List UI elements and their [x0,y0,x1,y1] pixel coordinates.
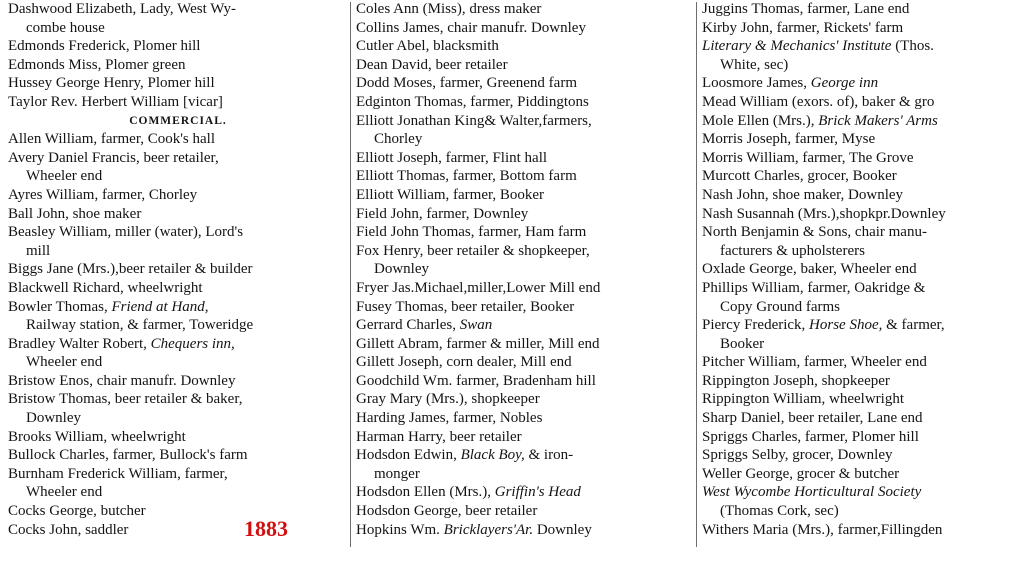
directory-entry-line [356,372,694,391]
entry-text: North Benjamin & Sons, chair manu- [702,224,927,241]
entry-text: Hodsdon Ellen (Mrs.), [356,484,495,501]
entry-text: Mole Ellen (Mrs.), [702,112,819,129]
directory-entry-line [702,335,1024,354]
directory-entry-line [702,502,1024,521]
entry-text: Rippington Joseph, shopkeeper [702,372,890,389]
entry-text: Field John Thomas, farmer, Ham farm [356,224,587,241]
entry-text: Sharp Daniel, beer retailer, Lane end [702,410,923,427]
entry-text: Bristow Thomas, beer retailer & baker, [8,391,243,408]
entry-text: Copy Ground farms [720,298,840,315]
directory-entry-line [8,390,348,409]
entry-text: Ayres William, farmer, Chorley [8,186,198,203]
directory-entry-line [356,465,694,484]
entry-text: Coles Ann (Miss), dress maker [356,1,542,17]
entry-text: Harding James, farmer, Nobles [356,410,543,427]
entry-text: COMMERCIAL. [129,114,227,127]
entry-italic-text: Swan [459,317,493,334]
directory-entry-line [356,260,694,279]
directory-entry-line [702,223,1024,242]
directory-entry-line [356,19,694,38]
directory-entry-line [702,56,1024,75]
entry-text: Edmonds Frederick, Plomer hill [8,38,201,55]
directory-entry-line [8,409,348,428]
entry-italic-text: George inn [810,75,879,92]
directory-entry-line [8,316,348,335]
entry-text: Cocks George, butcher [8,503,146,520]
entry-text: Elliott Thomas, farmer, Bottom farm [356,168,577,185]
entry-text: Juggins Thomas, farmer, Lane end [702,1,910,17]
directory-entry-line [356,0,694,19]
entry-trailing-text: & iron- [524,447,574,464]
entry-text: facturers & upholsterers [720,242,865,259]
entry-text: combe house [26,19,105,36]
entry-text: Hopkins Wm. [356,521,444,538]
directory-entry-line [356,483,694,502]
directory-entry-line [356,223,694,242]
directory-entry-line [8,74,348,93]
directory-entry-line [8,242,348,261]
entry-italic-text: West Wycombe Horticultural Society [702,484,922,501]
entry-text: Collins James, chair manufr. Downley [356,19,586,36]
entry-italic-text: Black Boy, [460,447,525,464]
directory-entry-line [702,521,1024,540]
entry-text: Dean David, beer retailer [356,56,508,73]
directory-entry-line [8,428,348,447]
directory-entry-line [8,521,348,540]
directory-entry-line [702,112,1024,131]
entry-text: Allen William, farmer, Cook's hall [8,131,216,148]
entry-text: Bullock Charles, farmer, Bullock's farm [8,447,248,464]
directory-entry-line [702,372,1024,391]
entry-text: Elliott Jonathan King& Walter,farmers, [356,112,592,129]
directory-entry-line [702,205,1024,224]
directory-column-1 [8,0,348,539]
directory-entry-line [356,149,694,168]
directory-entry-line [702,428,1024,447]
entry-text: Cutler Abel, blacksmith [356,38,499,55]
entry-text: (Thomas Cork, sec) [720,503,839,520]
directory-entry-line [702,242,1024,261]
entry-text: monger [374,465,420,482]
directory-entry-line [356,56,694,75]
directory-entry-line [356,390,694,409]
entry-text: Hussey George Henry, Plomer hill [8,75,215,92]
entry-trailing-text: & farmer, [882,317,945,334]
entry-text: Blackwell Richard, wheelwright [8,279,203,296]
entry-text: Spriggs Selby, grocer, Downley [702,447,893,464]
entry-text: Nash John, shoe maker, Downley [702,186,904,203]
entry-text: Edginton Thomas, farmer, Piddingtons [356,93,589,110]
entry-text: Murcott Charles, grocer, Booker [702,168,897,185]
entry-text: Morris Joseph, farmer, Myse [702,131,876,148]
entry-text: White, sec) [720,56,789,73]
directory-entry-line [702,316,1024,335]
directory-entry-line [8,465,348,484]
directory-entry-line [356,298,694,317]
directory-entry-line [356,186,694,205]
directory-entry-line [702,0,1024,19]
entry-text: Wheeler end [26,484,103,501]
directory-entry-line [702,298,1024,317]
directory-entry-line [8,335,348,354]
entry-text: Wheeler end [26,168,103,185]
entry-text: Wheeler end [26,354,103,371]
entry-text: Gray Mary (Mrs.), shopkeeper [356,391,540,408]
entry-text: Elliott William, farmer, Booker [356,186,545,203]
directory-entry-line [8,0,348,19]
directory-entry-line [702,167,1024,186]
entry-text: Gillett Joseph, corn dealer, Mill end [356,354,572,371]
directory-entry-line [702,260,1024,279]
directory-entry-line [356,37,694,56]
directory-entry-line [702,483,1024,502]
entry-text: Fox Henry, beer retailer & shopkeeper, [356,242,590,259]
entry-text: Oxlade George, baker, Wheeler end [702,261,917,278]
directory-entry-line [8,37,348,56]
entry-italic-text: Chequers inn, [150,335,235,352]
entry-italic-text: Literary & Mechanics' Institute [702,38,892,55]
section-heading [8,112,348,131]
directory-entry-line [356,409,694,428]
entry-text: Nash Susannah (Mrs.),shopkpr.Downley [702,205,946,222]
directory-entry-line [8,56,348,75]
directory-entry-line [356,242,694,261]
directory-entry-line [702,390,1024,409]
directory-entry-line [356,279,694,298]
column-divider [350,2,351,547]
entry-text: Ball John, shoe maker [8,205,142,222]
entry-text: Fryer Jas.Michael,miller,Lower Mill end [356,279,601,296]
directory-entry-line [8,353,348,372]
directory-entry-line [356,353,694,372]
directory-entry-line [8,446,348,465]
entry-text: Kirby John, farmer, Rickets' farm [702,19,904,36]
directory-entry-line [702,465,1024,484]
entry-text: Withers Maria (Mrs.), farmer,Fillingden [702,521,943,538]
entry-text: Hodsdon George, beer retailer [356,503,538,520]
entry-text: Morris William, farmer, The Grove [702,149,914,166]
entry-text: Spriggs Charles, farmer, Plomer hill [702,428,919,445]
entry-text: Bowler Thomas, [8,298,112,315]
year-label: 1883 [244,516,288,541]
directory-entry-line [8,19,348,38]
directory-column-3 [702,0,1024,539]
directory-entry-line [8,298,348,317]
entry-text: Edmonds Miss, Plomer green [8,56,186,73]
directory-entry-line [702,149,1024,168]
entry-trailing-text: Downley [533,521,592,538]
entry-text: Cocks John, saddler [8,521,129,538]
entry-text: Mead William (exors. of), baker & gro [702,93,935,110]
directory-entry-line [356,130,694,149]
directory-entry-line [8,149,348,168]
directory-entry-line [702,130,1024,149]
entry-italic-text: Horse Shoe, [809,317,883,334]
entry-text: Elliott Joseph, farmer, Flint hall [356,149,548,166]
entry-text: mill [26,242,51,259]
directory-entry-line [356,205,694,224]
entry-text: Dashwood Elizabeth, Lady, West Wy- [8,1,236,17]
entry-text: Fusey Thomas, beer retailer, Booker [356,298,575,315]
directory-entry-line [8,130,348,149]
entry-text: Gillett Abram, farmer & miller, Mill end [356,335,600,352]
directory-column-2 [356,0,694,539]
entry-text: Piercy Frederick, [702,317,810,334]
entry-text: Bradley Walter Robert, [8,335,151,352]
entry-italic-text: Bricklayers'Ar. [443,521,534,538]
directory-entry-line [356,502,694,521]
directory-entry-line [8,372,348,391]
entry-text: Gerrard Charles, [356,317,460,334]
directory-entry-line [702,409,1024,428]
directory-entry-line [356,112,694,131]
directory-entry-line [702,37,1024,56]
directory-entry-line [356,316,694,335]
column-divider [696,2,697,547]
directory-entry-line [8,502,348,521]
entry-text: Phillips William, farmer, Oakridge & [702,279,926,296]
directory-entry-line [356,521,694,540]
entry-italic-text: Griffin's Head [494,484,581,501]
directory-entry-line [8,167,348,186]
directory-entry-line [8,93,348,112]
entry-text: Loosmore James, [702,75,811,92]
directory-entry-line [356,428,694,447]
entry-text: Dodd Moses, farmer, Greenend farm [356,75,577,92]
entry-trailing-text: (Thos. [891,38,934,55]
entry-text: Downley [26,410,81,427]
entry-text: Railway station, & farmer, Toweridge [26,317,254,334]
entry-text: Field John, farmer, Downley [356,205,529,222]
entry-text: Beasley William, miller (water), Lord's [8,224,244,241]
entry-italic-text: Brick Makers' Arms [818,112,938,129]
entry-text: Booker [720,335,765,352]
directory-entry-line [702,19,1024,38]
entry-italic-text: Friend at Hand, [111,298,209,315]
entry-text: Brooks William, wheelwright [8,428,186,445]
entry-text: Harman Harry, beer retailer [356,428,522,445]
entry-text: Weller George, grocer & butcher [702,465,900,482]
entry-text: Hodsdon Edwin, [356,447,461,464]
directory-entry-line [702,279,1024,298]
directory-entry-line [8,223,348,242]
entry-text: Taylor Rev. Herbert William [vicar] [8,93,223,110]
directory-entry-line [8,483,348,502]
directory-entry-line [356,167,694,186]
entry-text: Rippington William, wheelwright [702,391,905,408]
directory-entry-line [8,260,348,279]
directory-entry-line [356,335,694,354]
directory-entry-line [8,186,348,205]
entry-text: Biggs Jane (Mrs.),beer retailer & builder [8,261,253,278]
directory-entry-line [356,93,694,112]
entry-text: Bristow Enos, chair manufr. Downley [8,372,236,389]
directory-entry-line [702,446,1024,465]
entry-text: Goodchild Wm. farmer, Bradenham hill [356,372,596,389]
entry-text: Downley [374,261,429,278]
entry-text: Burnham Frederick William, farmer, [8,465,228,482]
directory-entry-line [8,279,348,298]
directory-entry-line [8,205,348,224]
entry-text: Chorley [374,131,423,148]
directory-entry-line [356,74,694,93]
entry-text: Pitcher William, farmer, Wheeler end [702,354,927,371]
directory-entry-line [356,446,694,465]
directory-entry-line [702,353,1024,372]
directory-entry-line [702,74,1024,93]
entry-text: Avery Daniel Francis, beer retailer, [8,149,219,166]
directory-entry-line [702,93,1024,112]
directory-entry-line [702,186,1024,205]
